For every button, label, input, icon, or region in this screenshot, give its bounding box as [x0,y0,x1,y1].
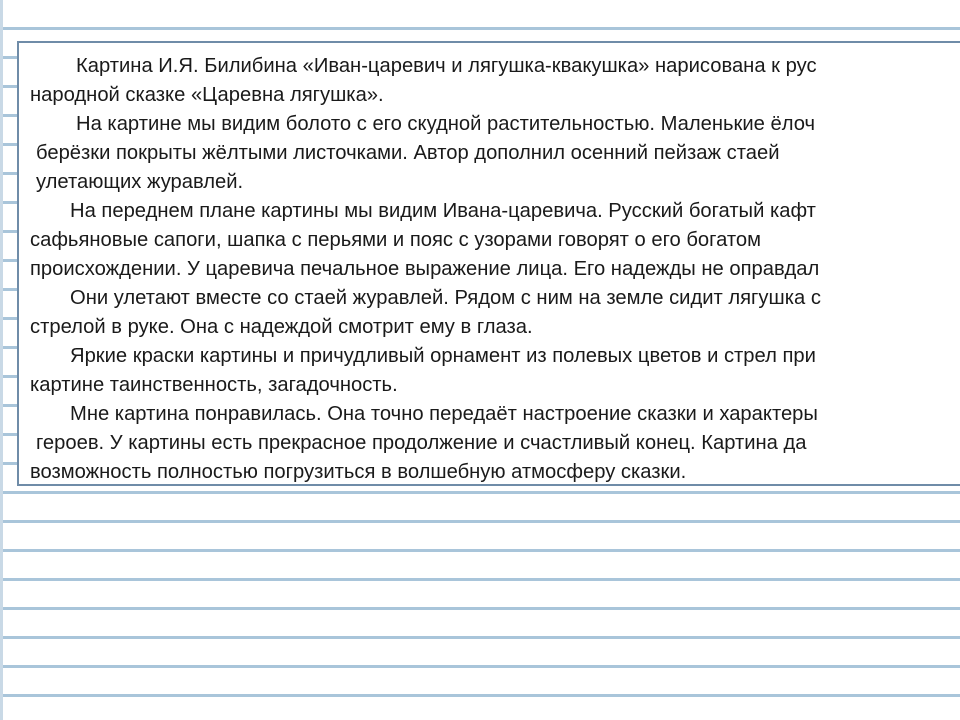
text-line-8: происхождении. У царевича печальное выражение лица. Его надежды не оправдал [30,258,820,280]
text-line-10: стрелой в руке. Она с надеждой смотрит ему в глаза. [30,316,533,338]
text-line-9: Они улетают вместе со стаей журавлей. Рядом с ним на земле сидит лягушка с [70,287,821,309]
text-line-5: улетающих журавлей. [36,171,244,193]
text-line-12: картине таинственность, загадочность. [30,374,398,396]
text-line-7: сафьяновые сапоги, шапка с перьями и пояс с узорами говорят о его богатом [30,229,761,251]
notebook-margin-rule [0,0,3,720]
essay-text-box [17,41,960,486]
text-line-2: народной сказке «Царевна лягушка». [30,84,384,106]
text-line-1: Картина И.Я. Билибина «Иван-царевич и лягушка-квакушка» нарисована к рус [76,55,817,77]
text-line-15: возможность полностью погрузиться в волшебную атмосферу сказки. [30,461,687,483]
text-line-4: берёзки покрыты жёлтыми листочками. Автор дополнил осенний пейзаж стаей [36,142,780,164]
text-line-3: На картине мы видим болото с его скудной растительностью. Маленькие ёлоч [76,113,816,135]
text-line-6: На переднем плане картины мы видим Ивана-царевича. Русский богатый кафт [70,200,816,222]
text-line-14: героев. У картины есть прекрасное продолжение и счастливый конец. Картина да [36,432,807,454]
text-line-11: Яркие краски картины и причудливый орнамент из полевых цветов и стрел при [70,345,816,367]
text-line-13: Мне картина понравилась. Она точно передаёт настроение сказки и характеры [70,403,818,425]
